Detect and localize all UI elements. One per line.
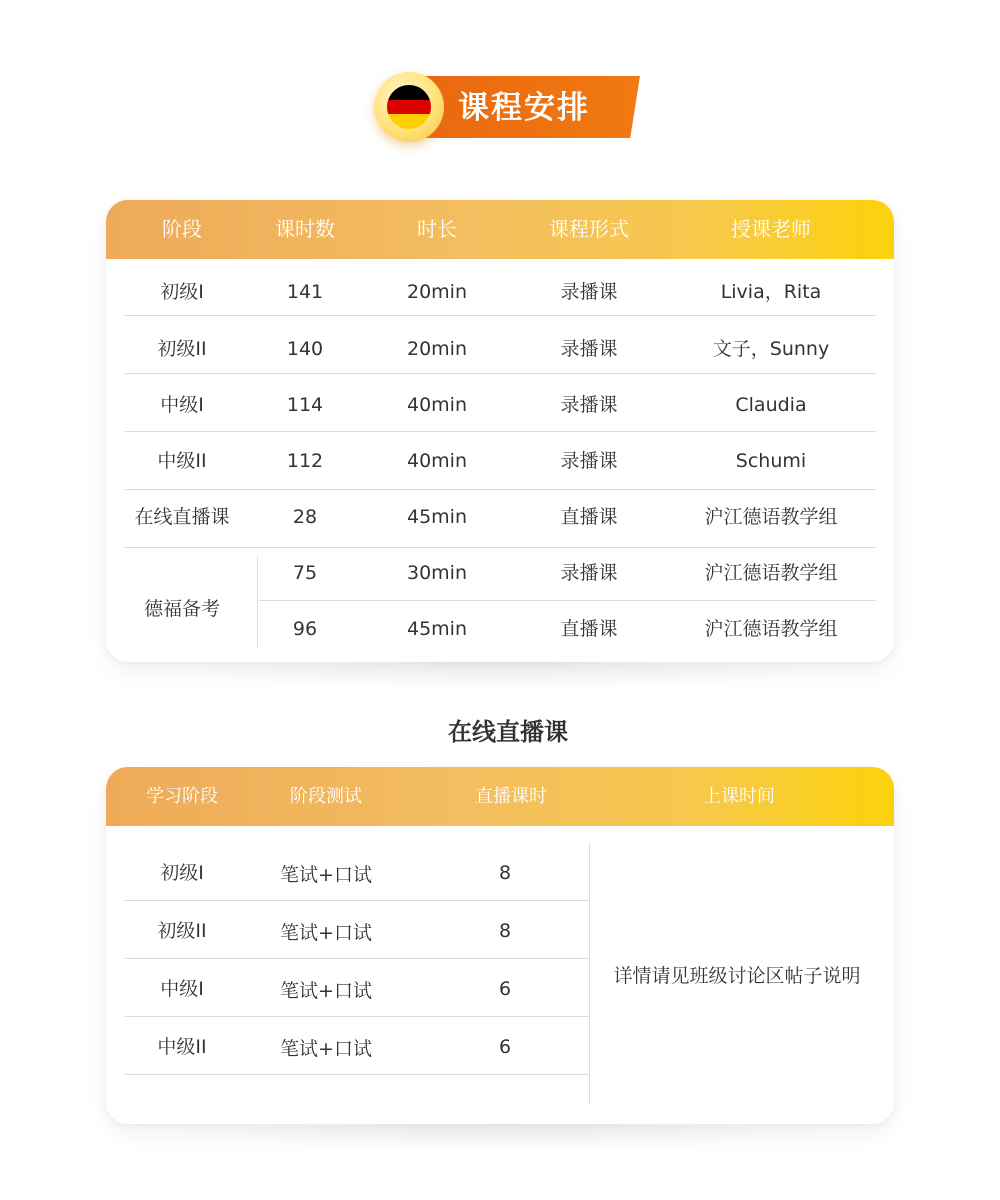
cell-format: 录播课 <box>560 281 618 303</box>
cell-teacher: Livia，Rita <box>720 281 822 303</box>
cell-format: 录播课 <box>560 562 618 584</box>
cell-teacher: Schumi <box>735 450 807 472</box>
cell-duration: 20min <box>406 338 467 360</box>
cell-live-hours: 8 <box>498 920 512 942</box>
row-divider <box>125 900 589 901</box>
row-divider <box>125 373 876 374</box>
header-cell-duration: 时长 <box>417 217 457 241</box>
header-cell-teacher: 授课老师 <box>731 217 811 241</box>
cell-stage: 在线直播课 <box>134 506 230 528</box>
cell-stage: 中级II <box>157 1036 207 1058</box>
cell-format: 直播课 <box>560 618 618 640</box>
table-header <box>106 200 894 259</box>
cell-stage: 中级II <box>157 450 207 472</box>
cell-hours: 28 <box>292 506 318 528</box>
section-subtitle: 在线直播课 <box>448 718 568 746</box>
header-cell-test: 阶段测试 <box>290 786 362 807</box>
cell-format: 录播课 <box>560 450 618 472</box>
cell-duration: 20min <box>406 281 467 303</box>
cell-duration: 45min <box>406 506 467 528</box>
cell-live-hours: 8 <box>498 862 512 884</box>
cell-teacher: 沪江德语教学组 <box>704 562 838 584</box>
schedule-note: 详情请见班级讨论区帖子说明 <box>613 965 861 987</box>
page-title: 课程安排 <box>458 90 590 126</box>
header-cell-live-hours: 直播课时 <box>475 786 547 807</box>
row-divider <box>125 431 876 432</box>
row-divider <box>125 958 589 959</box>
cell-hours: 75 <box>292 562 318 584</box>
cell-teacher: 沪江德语教学组 <box>704 618 838 640</box>
cell-live-hours: 6 <box>498 1036 512 1058</box>
cell-stage: 初级I <box>160 862 204 884</box>
row-divider <box>125 1016 589 1017</box>
live-course-table <box>106 767 894 1124</box>
column-divider <box>589 843 590 1105</box>
header-cell-format: 课程形式 <box>549 217 629 241</box>
cell-hours: 96 <box>292 618 318 640</box>
cell-test: 笔试+口试 <box>280 864 372 886</box>
cell-test: 笔试+口试 <box>280 1038 372 1060</box>
cell-duration: 30min <box>406 562 467 584</box>
cell-hours: 140 <box>286 338 324 360</box>
card-shadow <box>140 1124 860 1152</box>
cell-format: 直播课 <box>560 506 618 528</box>
header-cell-hours: 课时数 <box>275 217 335 241</box>
header-cell-stage: 阶段 <box>162 217 202 241</box>
cell-duration: 45min <box>406 618 467 640</box>
row-divider <box>125 1074 589 1075</box>
table-header <box>106 767 894 826</box>
cell-test: 笔试+口试 <box>280 980 372 1002</box>
header-cell-stage: 学习阶段 <box>146 786 218 807</box>
cell-live-hours: 6 <box>498 978 512 1000</box>
cell-stage: 中级I <box>160 394 204 416</box>
cell-teacher: 沪江德语教学组 <box>704 506 838 528</box>
flag-badge <box>374 72 444 142</box>
cell-teacher: Claudia <box>735 394 807 416</box>
cell-teacher: 文子，Sunny <box>712 338 830 360</box>
cell-hours: 114 <box>286 394 324 416</box>
cell-hours: 112 <box>286 450 324 472</box>
germany-flag-icon <box>387 85 431 129</box>
card-shadow <box>140 662 860 690</box>
cell-stage: 初级II <box>157 920 207 942</box>
cell-format: 录播课 <box>560 394 618 416</box>
row-divider <box>125 315 876 316</box>
section-banner <box>0 0 1000 160</box>
cell-duration: 40min <box>406 450 467 472</box>
cell-group-stage: 德福备考 <box>143 598 220 620</box>
cell-hours: 141 <box>286 281 324 303</box>
cell-stage: 中级I <box>160 978 204 1000</box>
header-cell-time: 上课时间 <box>703 786 775 807</box>
cell-test: 笔试+口试 <box>280 922 372 944</box>
cell-duration: 40min <box>406 394 467 416</box>
course-schedule-table <box>106 200 894 662</box>
cell-stage: 初级II <box>157 338 207 360</box>
cell-stage: 初级I <box>160 281 204 303</box>
cell-format: 录播课 <box>560 338 618 360</box>
